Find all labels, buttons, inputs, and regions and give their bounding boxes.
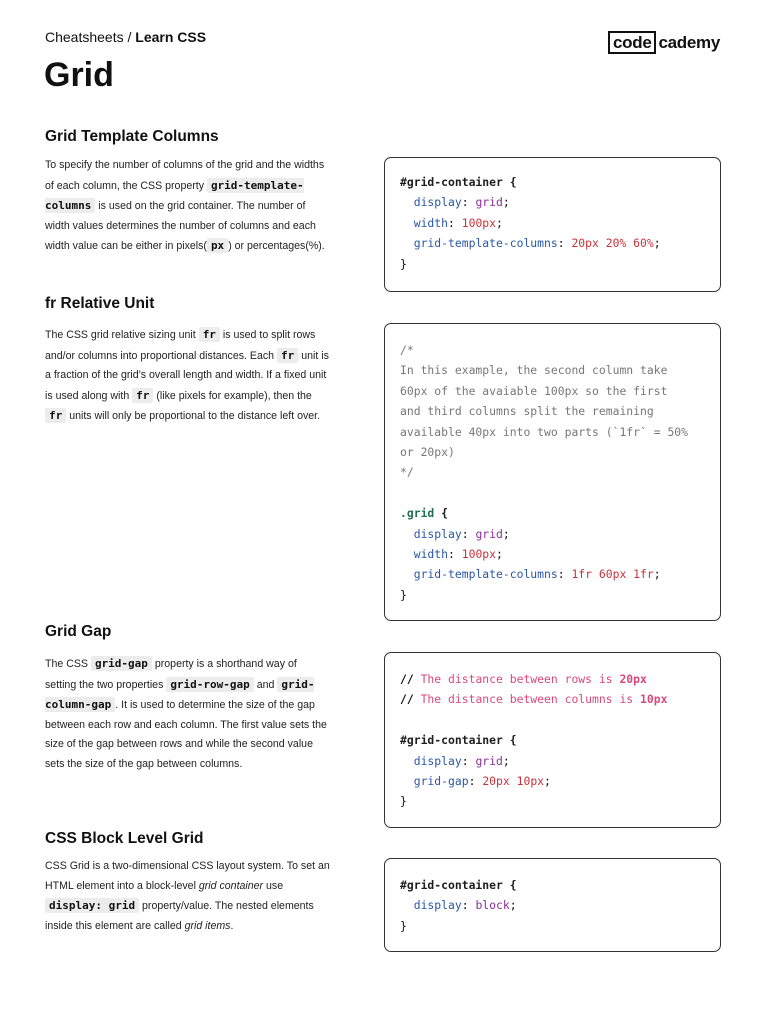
code-block-fr-relative-unit: /* In this example, the second column take 60px of the avaiable 100px so the first and third columns split the remaining available 40px into two parts (`1fr` = 50% or 20px) */ .grid { display: grid; width: 100px; grid-template-columns: 1fr 60px 1fr; } bbox=[384, 323, 721, 621]
inline-code: grid-gap bbox=[91, 656, 152, 671]
inline-code: fr bbox=[199, 327, 220, 342]
section-description-css-block-level-grid: CSS Grid is a two-dimensional CSS layout system. To set an HTML element into a block-level grid container use display: grid property/value. The nested elements inside this element are called grid items. bbox=[45, 860, 330, 932]
inline-code: grid-row-gap bbox=[166, 677, 253, 692]
breadcrumb-separator: / bbox=[123, 29, 136, 45]
code-block-grid-template-columns: #grid-container { display: grid; width: 100px; grid-template-columns: 20px 20% 60%; } bbox=[384, 157, 721, 292]
logo-cademy-text: cademy bbox=[658, 32, 721, 52]
section-heading-css-block-level-grid: CSS Block Level Grid bbox=[45, 830, 204, 847]
inline-code: display: grid bbox=[45, 898, 139, 913]
inline-code: grid-template-columns bbox=[45, 178, 304, 212]
inline-code: fr bbox=[132, 388, 153, 403]
section-heading-fr-relative-unit: fr Relative Unit bbox=[45, 295, 155, 312]
logo-code-box: code bbox=[608, 31, 656, 54]
section-description-grid-gap: The CSS grid-gap property is a shorthand way of setting the two properties grid-row-gap and grid-column-gap . It is used to determine the size of the gap between each row and each column. The first value sets the size of the gap between rows and while the second value sets the size of the gap between columns. bbox=[45, 657, 327, 770]
breadcrumb-current[interactable]: Learn CSS bbox=[135, 29, 207, 45]
section-description-grid-template-columns: To specify the number of columns of the grid and the widths of each column, the CSS property grid-template-columns is used on the grid container. The number of width values determines the number of columns and each width value can be either in pixels( px ) or percentages(%). bbox=[45, 159, 325, 252]
codecademy-logo[interactable] bbox=[608, 31, 720, 54]
inline-code: fr bbox=[277, 348, 298, 363]
inline-code: fr bbox=[45, 408, 66, 423]
section-heading-grid-template-columns: Grid Template Columns bbox=[45, 128, 219, 145]
breadcrumb-cheatsheets-link[interactable]: Cheatsheets bbox=[45, 29, 124, 45]
code-block-css-block-level-grid: #grid-container { display: block; } bbox=[384, 858, 721, 952]
inline-code: grid-column-gap bbox=[45, 677, 315, 711]
section-heading-grid-gap: Grid Gap bbox=[45, 623, 112, 640]
breadcrumb bbox=[45, 29, 206, 45]
inline-code: px bbox=[207, 238, 228, 253]
section-description-fr-relative-unit: The CSS grid relative sizing unit fr is used to split rows and/or columns into proportional distances. Each fr unit is a fraction of the grid’s overall length and width. If a fixed unit is used along with fr (like pixels for example), then the fr units will only be proportional to the distance left over. bbox=[45, 328, 329, 422]
code-block-grid-gap: // The distance between rows is 20px // The distance between columns is 10px #grid-container { display: grid; grid-gap: 20px 10px; } bbox=[384, 652, 721, 828]
page-title: Grid bbox=[44, 56, 114, 94]
